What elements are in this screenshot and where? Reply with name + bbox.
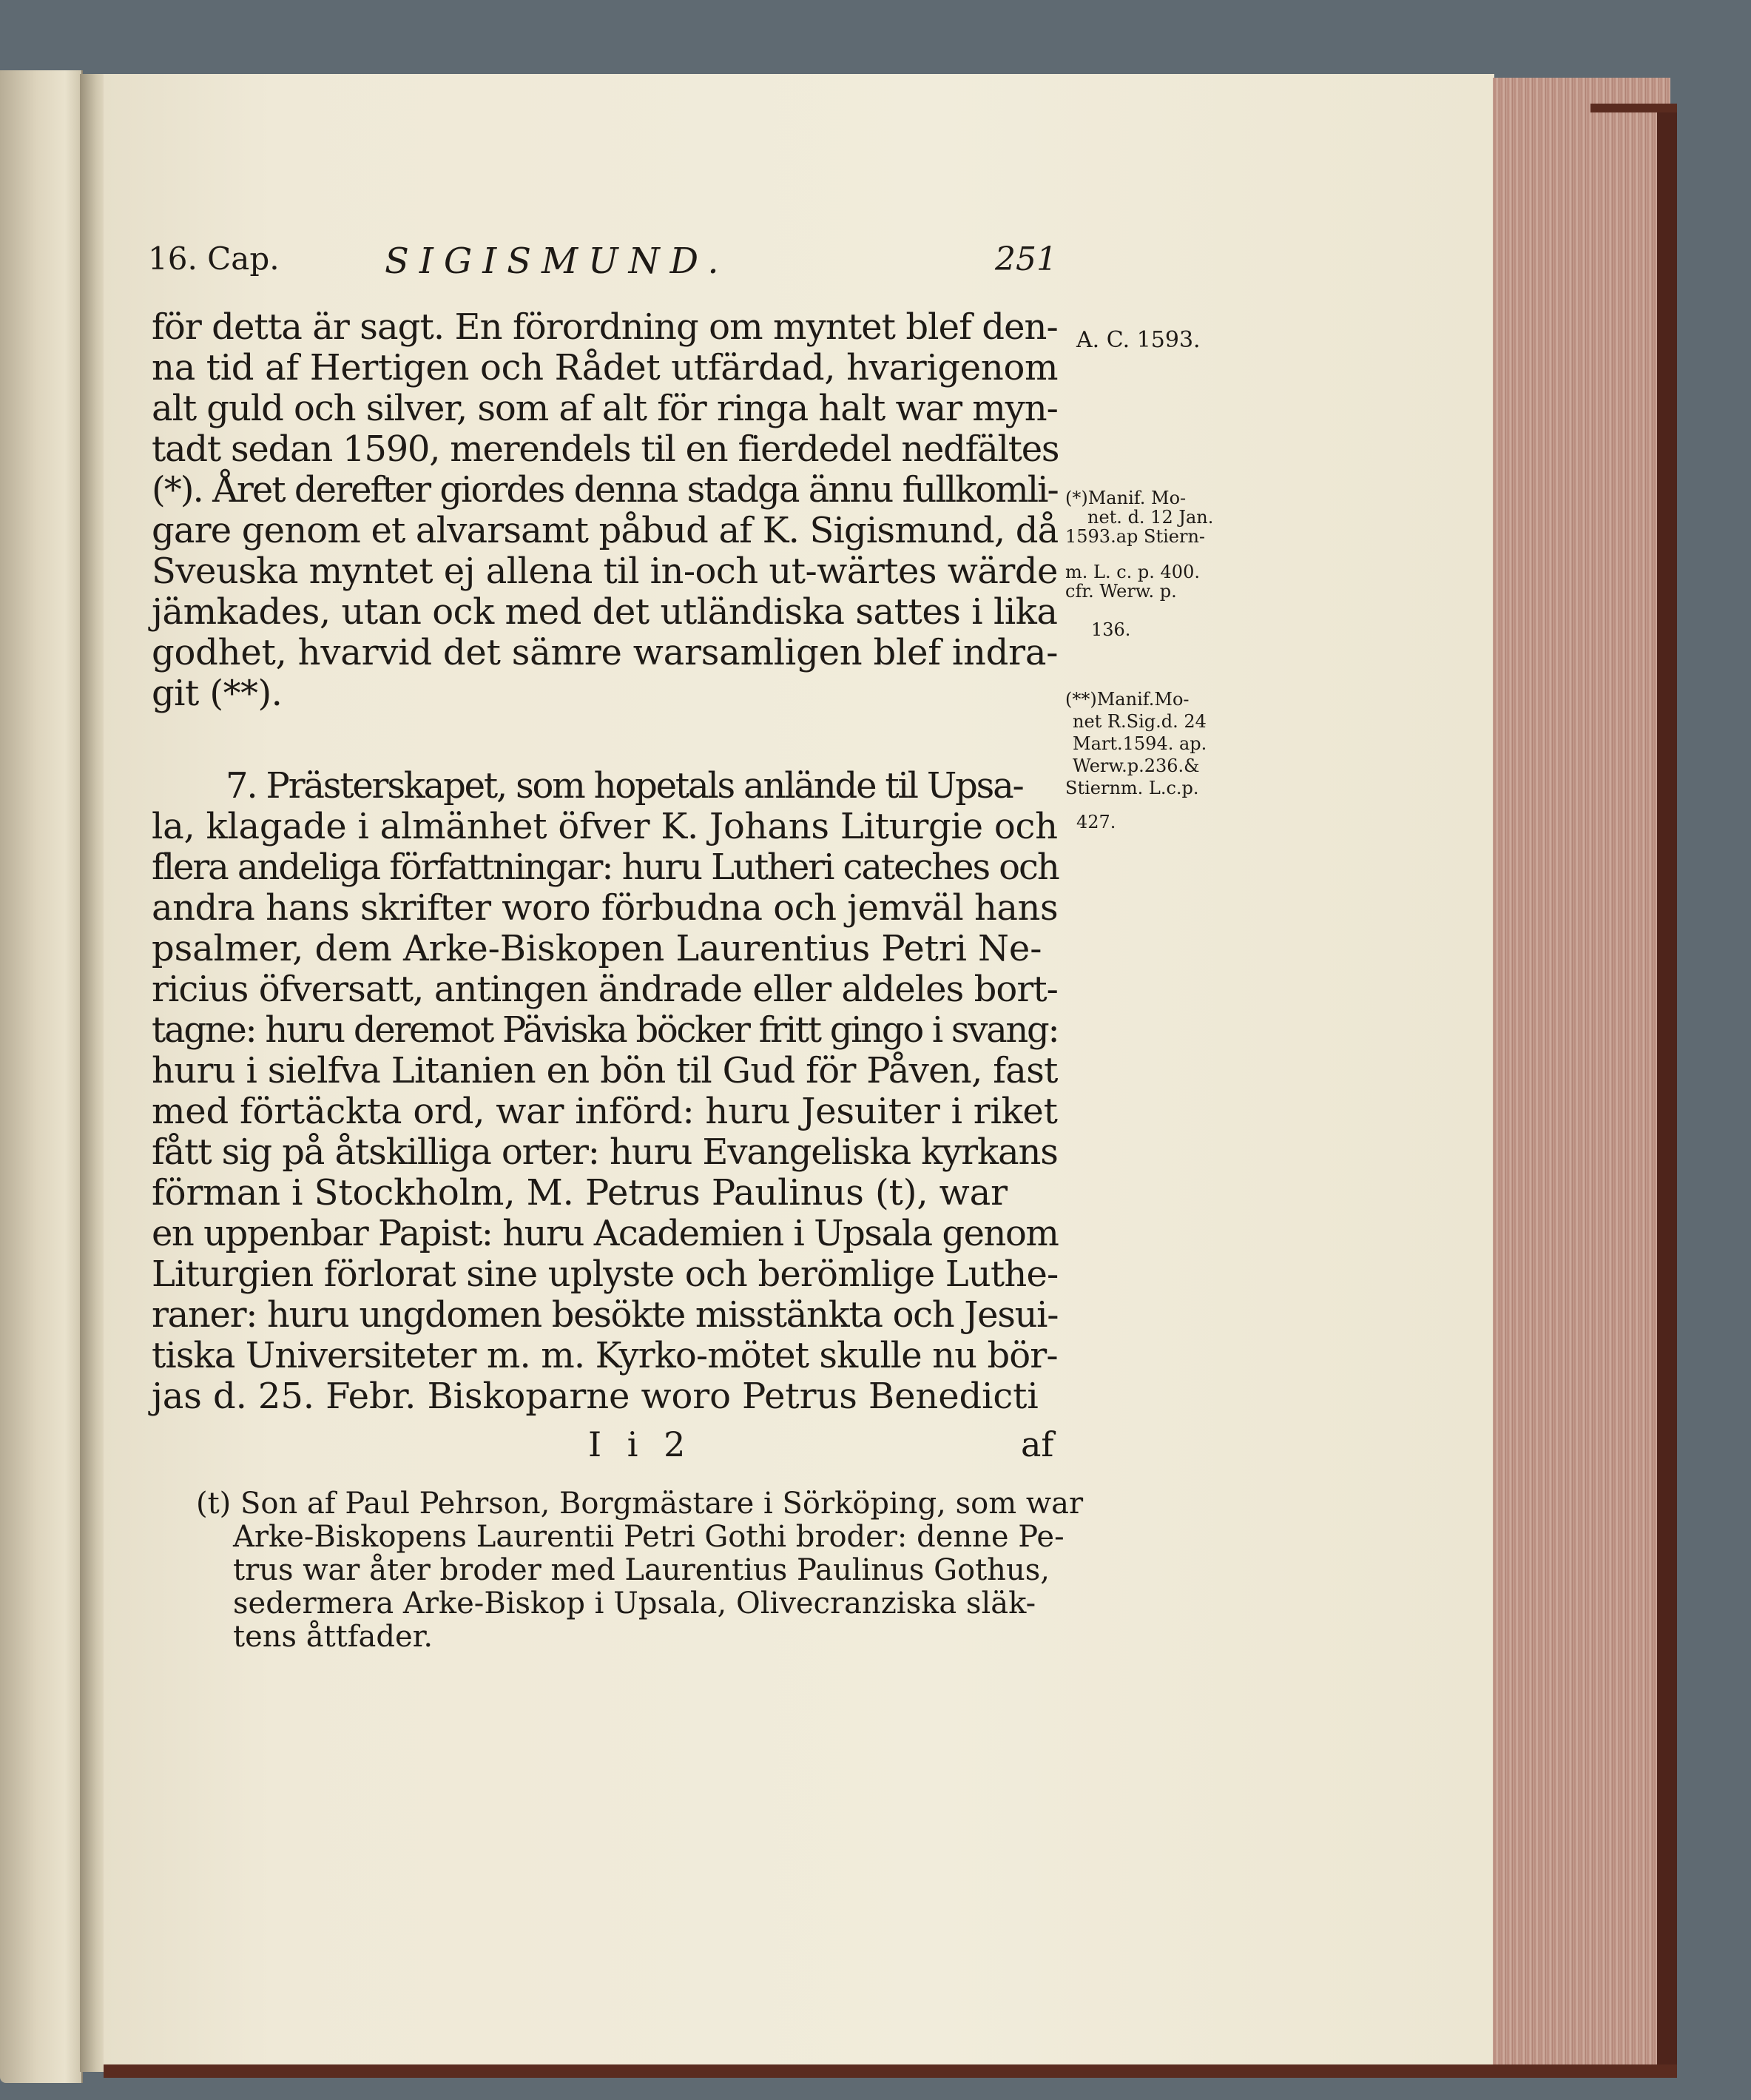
book-gutter xyxy=(80,74,107,2072)
margin-note-line: 427. xyxy=(1076,812,1116,832)
body-line: 7. Prästerskapet, som hopetals anlände til Upsa- xyxy=(226,765,1023,807)
margin-note-line: Mart.1594. ap. xyxy=(1073,733,1207,754)
signature-mark: I i 2 xyxy=(588,1424,693,1464)
margin-note-line: (**)Manif.Mo- xyxy=(1065,689,1190,710)
margin-note-line: (*)Manif. Mo- xyxy=(1065,488,1187,508)
body-line: la, klagade i almänhet öfver K. Johans Liturgie och xyxy=(152,806,1058,847)
margin-note-line: net. d. 12 Jan. xyxy=(1087,507,1214,528)
body-line: jas d. 25. Febr. Biskoparne woro Petrus Benedicti xyxy=(152,1376,1039,1417)
footnote-line: trus war åter broder med Laurentius Paulinus Gothus, xyxy=(233,1553,1050,1587)
body-line: flera andeliga författningar: huru Lutheri cateches och xyxy=(152,847,1059,888)
chapter-label: 16. Cap. xyxy=(148,240,280,277)
footnote-line: sedermera Arke-Biskop i Upsala, Olivecranziska släk- xyxy=(233,1586,1036,1621)
body-line: för detta är sagt. En förordning om myntet blef den- xyxy=(152,306,1058,348)
body-line: förman i Stockholm, M. Petrus Paulinus (t), war xyxy=(152,1172,1008,1214)
body-line: jämkades, utan ock med det utländiska sattes i lika xyxy=(152,591,1058,633)
body-line: fått sig på åtskilliga orter: huru Evangeliska kyrkans xyxy=(152,1131,1058,1173)
running-header xyxy=(148,240,1065,285)
page-edges xyxy=(1493,78,1670,2068)
body-line: tagne: huru deremot Päviska böcker fritt gingo i svang: xyxy=(152,1009,1059,1051)
body-line: tadt sedan 1590, merendels til en fierdedel nedfältes xyxy=(152,428,1059,470)
book-cover-top xyxy=(1590,104,1677,112)
margin-note-line: net R.Sig.d. 24 xyxy=(1073,711,1207,732)
margin-note-line: 1593.ap Stiern- xyxy=(1065,526,1206,547)
footnote-line: Arke-Biskopens Laurentii Petri Gothi broder: denne Pe- xyxy=(233,1520,1065,1554)
body-line: huru i sielfva Litanien en bön til Gud för Påven, fast xyxy=(152,1050,1058,1091)
body-line: godhet, hvarvid det sämre warsamligen blef indra- xyxy=(152,632,1059,673)
left-page-edge xyxy=(0,70,83,2083)
running-title: SIGISMUND. xyxy=(385,240,729,282)
body-line: tiska Universiteter m. m. Kyrko-mötet skulle nu bör- xyxy=(152,1335,1058,1376)
footnote-line: tens åttfader. xyxy=(233,1620,433,1654)
book-cover-right xyxy=(1657,104,1677,2072)
body-line: Sveuska myntet ej allena til in-och ut-wärtes wärde xyxy=(152,551,1058,592)
body-line: ricius öfversatt, antingen ändrade eller aldeles bort- xyxy=(152,969,1058,1010)
body-line: Liturgien förlorat sine uplyste och berömlige Luthe- xyxy=(152,1253,1059,1295)
footnote-line: (t) Son af Paul Pehrson, Borgmästare i Sörköping, som war xyxy=(196,1487,1084,1521)
body-line: med förtäckta ord, war införd: huru Jesuiter i riket xyxy=(152,1091,1058,1132)
body-line: raner: huru ungdomen besökte misstänkta och Jesui- xyxy=(152,1294,1059,1336)
margin-note-line: 136. xyxy=(1091,619,1131,640)
body-line: alt guld och silver, som af alt för ringa halt war myn- xyxy=(152,388,1058,429)
page-number: 251 xyxy=(995,240,1057,278)
book-cover-bottom xyxy=(104,2064,1677,2078)
body-line: en uppenbar Papist: huru Academien i Upsala genom xyxy=(152,1213,1059,1254)
body-line: (*). Året derefter giordes denna stadga ännu fullkomli- xyxy=(152,469,1058,511)
body-line: andra hans skrifter woro förbudna och jemväl hans xyxy=(152,887,1059,929)
margin-note-line: m. L. c. p. 400. xyxy=(1065,562,1200,582)
margin-note-line: Stiernm. L.c.p. xyxy=(1065,778,1199,798)
catchword: af xyxy=(1021,1424,1054,1464)
margin-note-line: Werw.p.236.& xyxy=(1073,755,1200,776)
body-line: git (**). xyxy=(152,673,283,714)
body-line: psalmer, dem Arke-Biskopen Laurentius Petri Ne- xyxy=(152,928,1042,969)
margin-date: A. C. 1593. xyxy=(1076,327,1201,353)
margin-note-line: cfr. Werw. p. xyxy=(1065,581,1177,602)
body-line: gare genom et alvarsamt påbud af K. Sigismund, då xyxy=(152,510,1059,551)
body-line: na tid af Hertigen och Rådet utfärdad, hvarigenom xyxy=(152,347,1059,388)
